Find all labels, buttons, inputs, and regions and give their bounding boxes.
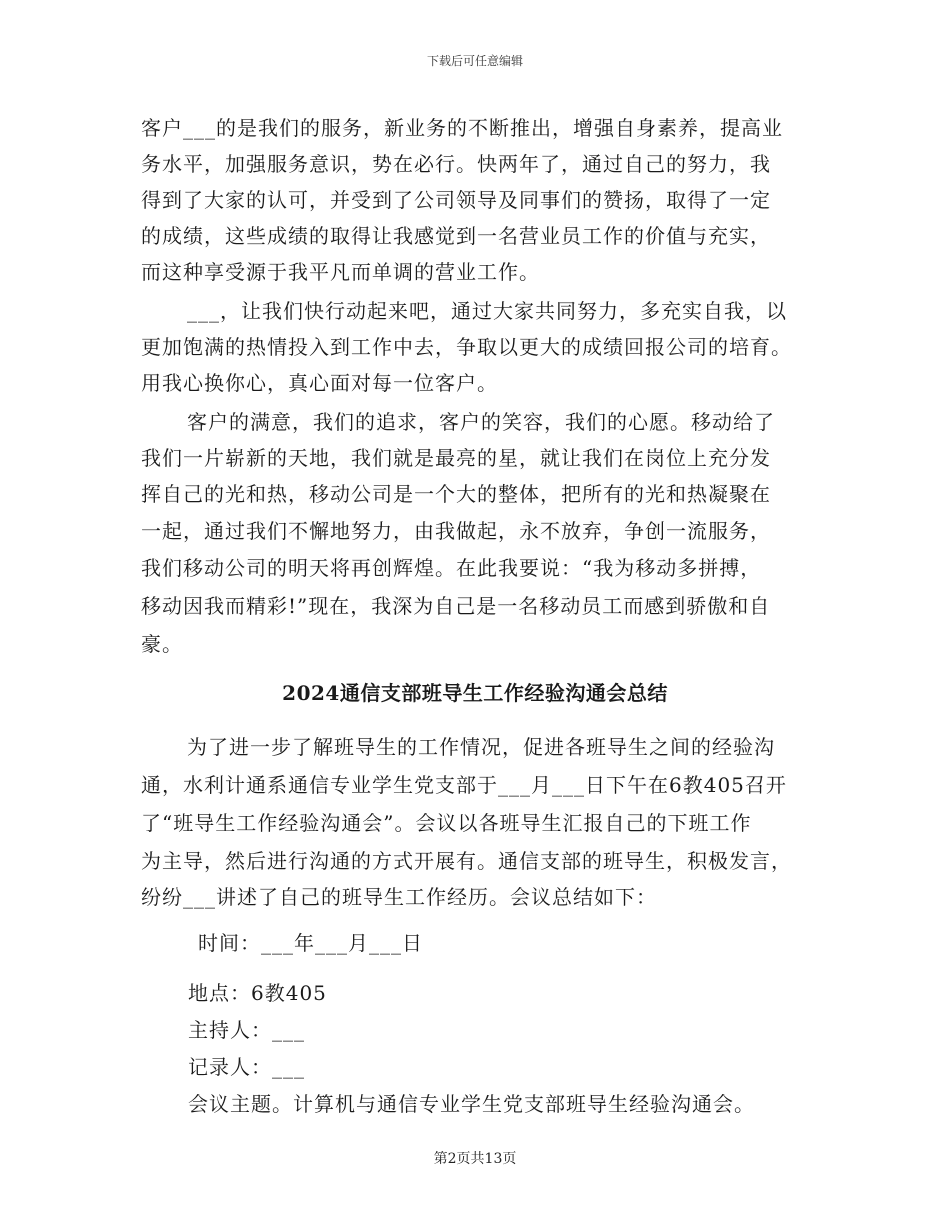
meeting-host: 主持人：___ [188, 1018, 305, 1042]
paragraph-line: 客户___的是我们的服务，新业务的不断推出，增强自身素养，提高业 [141, 116, 783, 140]
paragraph-line: 了“班导生工作经验沟通会”。会议以各班导生汇报自己的下班工作 [141, 811, 752, 835]
paragraph-line: ___，让我们快行动起来吧，通过大家共同努力，多充实自我，以 [187, 299, 787, 323]
paragraph-line: 一起，通过我们不懈地努力，由我做起，永不放弃，争创一流服务， [141, 519, 771, 543]
paragraph-line: 务水平，加强服务意识，势在必行。快两年了，通过自己的努力，我 [141, 152, 771, 176]
paragraph-line: 用我心换你心，真心面对每一位客户。 [141, 371, 498, 395]
page-number: 第2页共13页 [433, 1151, 517, 1167]
meeting-time: 时间：___年___月___日 [198, 931, 423, 955]
paragraph-line: 纷纷___讲述了自己的班导生工作经历。会议总结如下： [141, 885, 657, 909]
paragraph-line: 我们移动公司的明天将再创辉煌。在此我要说：“我为移动多拼搏， [141, 556, 762, 580]
section-title: 2024通信支部班导生工作经验沟通会总结 [282, 681, 668, 705]
paragraph-line: 得到了大家的认可，并受到了公司领导及同事们的赞扬，取得了一定 [141, 188, 771, 212]
paragraph-line: 而这种享受源于我平凡而单调的营业工作。 [141, 260, 540, 284]
page-header: 下载后可任意编辑 [426, 54, 523, 68]
paragraph-line: 为主导，然后进行沟通的方式开展有。通信支部的班导生，积极发言， [141, 849, 792, 873]
paragraph-line: 客户的满意，我们的追求，客户的笑容，我们的心愿。移动给了 [187, 410, 775, 434]
meeting-recorder: 记录人：___ [188, 1055, 305, 1079]
paragraph-line: 豪。 [141, 632, 183, 656]
paragraph-line: 更加饱满的热情投入到工作中去，争取以更大的成绩回报公司的培育。 [141, 335, 792, 359]
paragraph-line: 挥自己的光和热，移动公司是一个大的整体，把所有的光和热凝聚在 [141, 482, 771, 506]
paragraph-line: 通，水利计通系通信专业学生党支部于___月___日下午在6教405召开 [141, 773, 787, 797]
paragraph-line: 移动因我而精彩!”现在，我深为自己是一名移动员工而感到骄傲和自 [141, 594, 771, 618]
paragraph-line: 的成绩，这些成绩的取得让我感觉到一名营业员工作的价值与充实， [141, 224, 771, 248]
meeting-location: 地点：6教405 [188, 981, 327, 1005]
paragraph-line: 为了进一步了解班导生的工作情况，促进各班导生之间的经验沟 [187, 735, 775, 759]
meeting-topic: 会议主题。计算机与通信专业学生党支部班导生经验沟通会。 [188, 1092, 755, 1116]
paragraph-line: 我们一片崭新的天地，我们就是最亮的星，就让我们在岗位上充分发 [141, 446, 771, 470]
